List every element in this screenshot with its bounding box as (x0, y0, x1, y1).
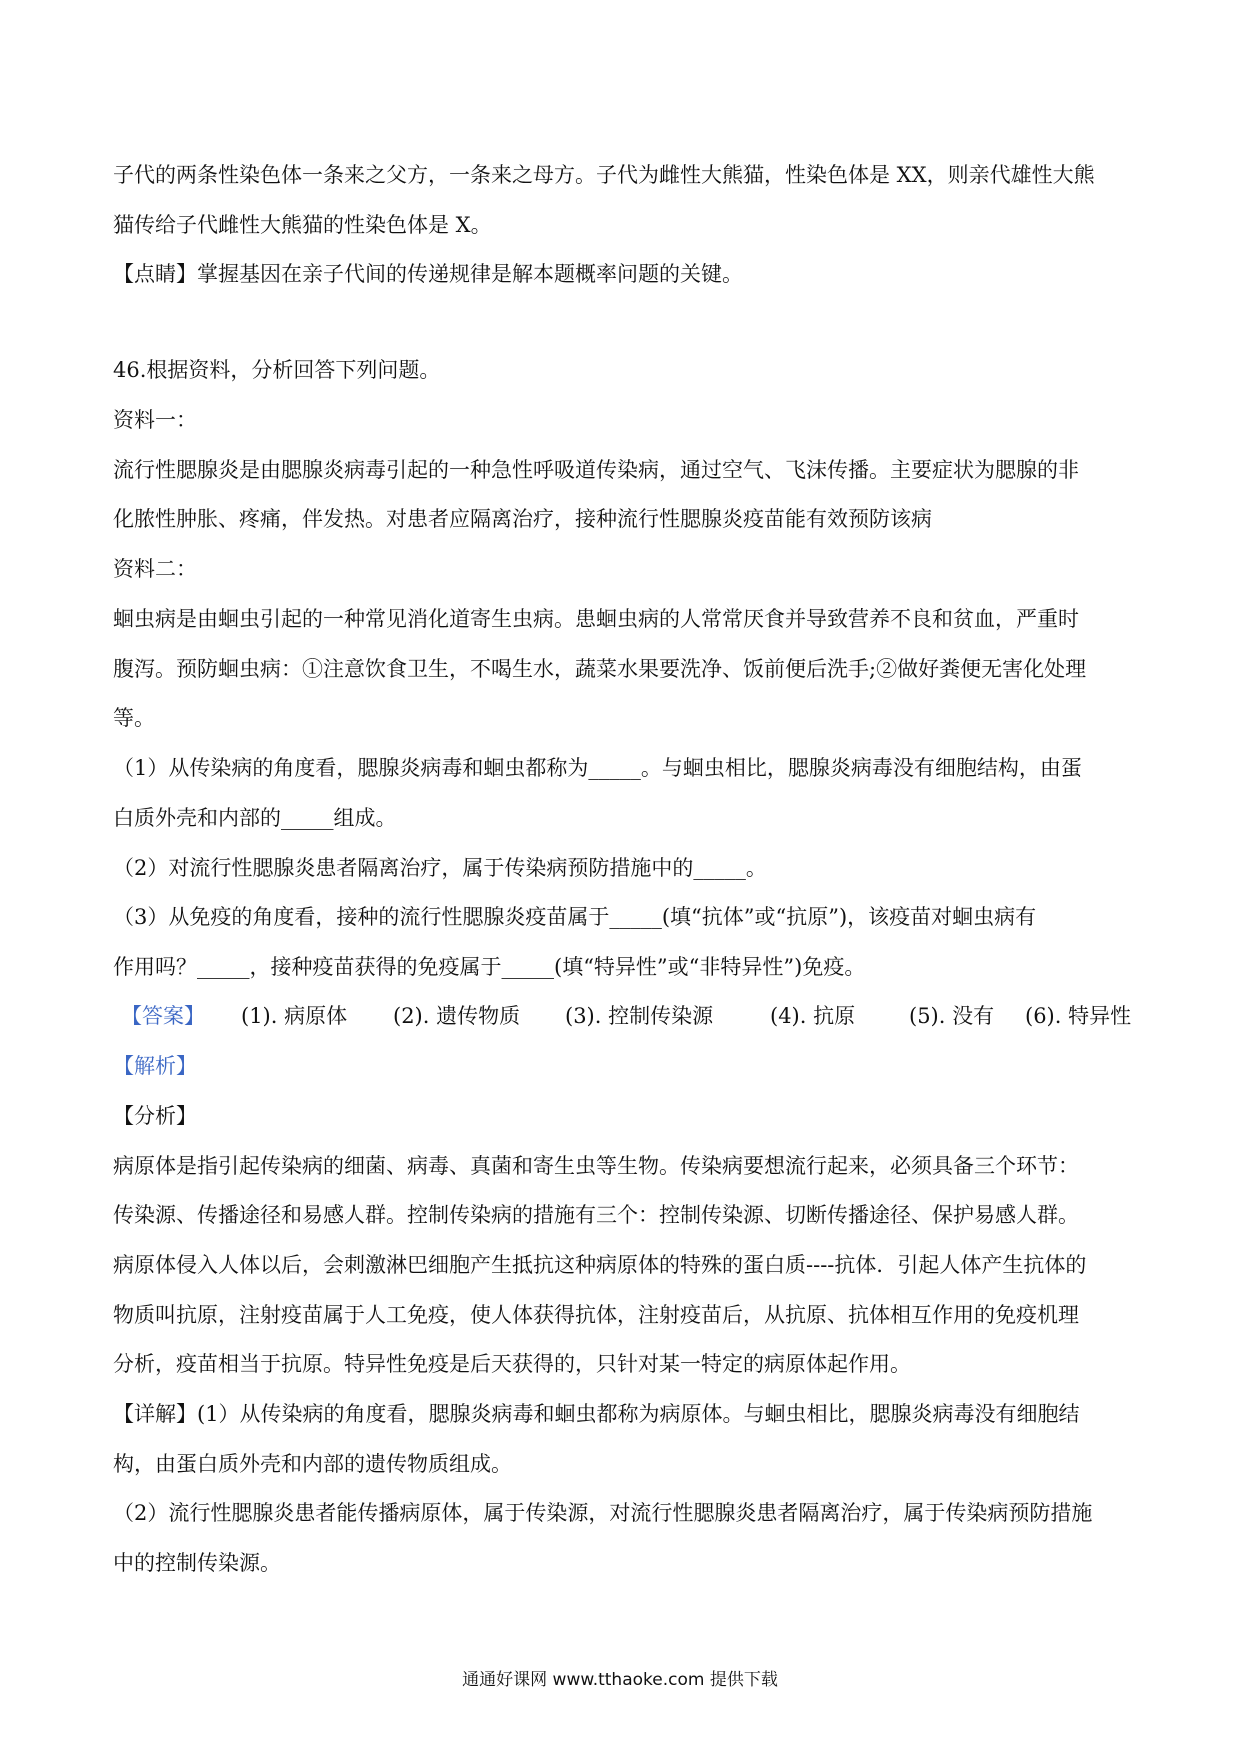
detail-line-3: （2）流行性腮腺炎患者能传播病原体，属于传染源，对流行性腮腺炎患者隔离治疗，属于传染病预防措施 (113, 1501, 1093, 1525)
prev-dianjing: 【点睛】掌握基因在亲子代间的传递规律是解本题概率问题的关键。 (113, 262, 743, 286)
answer-item-1: (1). 病原体 (241, 1004, 348, 1028)
material-1-label: 资料一： (113, 408, 197, 432)
detail-line-1: 【详解】(1）从传染病的角度看，腮腺炎病毒和蛔虫都称为病原体。与蛔虫相比，腮腺炎病毒没有细胞结 (113, 1402, 1080, 1426)
page-footer: 通通好课网 www.tthaoke.com 提供下载 (462, 1670, 778, 1690)
sub-question-1-line-1: （1）从传染病的角度看，腮腺炎病毒和蛔虫都称为_____。与蛔虫相比，腮腺炎病毒没有细胞结构，由蛋 (113, 756, 1082, 780)
answer-item-6: (6). 特异性 (1025, 1004, 1132, 1028)
jiexi-label: 【解析】 (113, 1054, 197, 1078)
material-2-line-3: 等。 (113, 706, 155, 730)
analysis-line-5: 分析，疫苗相当于抗原。特异性免疫是后天获得的，只针对某一特定的病原体起作用。 (113, 1352, 911, 1376)
sub-question-1-line-2: 白质外壳和内部的_____组成。 (113, 806, 397, 830)
analysis-line-4: 物质叫抗原，注射疫苗属于人工免疫，使人体获得抗体，注射疫苗后，从抗原、抗体相互作用的免疫机理 (113, 1303, 1079, 1327)
prev-answer-line-2: 猫传给子代雌性大熊猫的性染色体是 X。 (113, 213, 492, 237)
prev-answer-line-1: 子代的两条性染色体一条来之父方，一条来之母方。子代为雌性大熊猫，性染色体是 XX，则亲代雄性大熊 (113, 163, 1095, 187)
answer-item-2: (2). 遗传物质 (393, 1004, 521, 1028)
detail-line-4: 中的控制传染源。 (113, 1551, 281, 1575)
analysis-line-3: 病原体侵入人体以后，会刺激淋巴细胞产生抵抗这种病原体的特殊的蛋白质----抗体．引起人体产生抗体的 (113, 1253, 1087, 1277)
sub-question-2: （2）对流行性腮腺炎患者隔离治疗，属于传染病预防措施中的_____。 (113, 856, 767, 880)
analysis-label: 【分析】 (113, 1104, 197, 1128)
sub-question-3-line-1: （3）从免疫的角度看，接种的流行性腮腺炎疫苗属于_____(填“抗体”或“抗原”)，该疫苗对蛔虫病有 (113, 905, 1037, 929)
question-title: 46.根据资料，分析回答下列问题。 (113, 358, 441, 382)
answer-row (113, 1001, 1133, 1031)
sub-question-3-line-2: 作用吗？_____，接种疫苗获得的免疫属于_____(填“特异性”或“非特异性”)免疫。 (113, 955, 866, 979)
material-2-line-1: 蛔虫病是由蛔虫引起的一种常见消化道寄生虫病。患蛔虫病的人常常厌食并导致营养不良和贫血，严重时 (113, 607, 1079, 631)
material-1-line-2: 化脓性肿胀、疼痛，伴发热。对患者应隔离治疗，接种流行性腮腺炎疫苗能有效预防该病 (113, 507, 932, 531)
material-1-line-1: 流行性腮腺炎是由腮腺炎病毒引起的一种急性呼吸道传染病，通过空气、飞沫传播。主要症状为腮腺的非 (113, 458, 1079, 482)
analysis-line-2: 传染源、传播途径和易感人群。控制传染病的措施有三个：控制传染源、切断传播途径、保护易感人群。 (113, 1203, 1079, 1227)
detail-line-2: 构，由蛋白质外壳和内部的遗传物质组成。 (113, 1452, 512, 1476)
material-2-label: 资料二： (113, 557, 197, 581)
material-2-line-2: 腹泻。预防蛔虫病：①注意饮食卫生，不喝生水，蔬菜水果要洗净、饭前便后洗手;②做好粪便无害化处理 (113, 657, 1087, 681)
analysis-line-1: 病原体是指引起传染病的细菌、病毒、真菌和寄生虫等生物。传染病要想流行起来，必须具备三个环节： (113, 1154, 1079, 1178)
answer-label: 【答案】 (121, 1004, 205, 1028)
answer-item-3: (3). 控制传染源 (565, 1004, 714, 1028)
answer-item-5: (5). 没有 (909, 1004, 995, 1028)
answer-item-4: (4). 抗原 (770, 1004, 856, 1028)
